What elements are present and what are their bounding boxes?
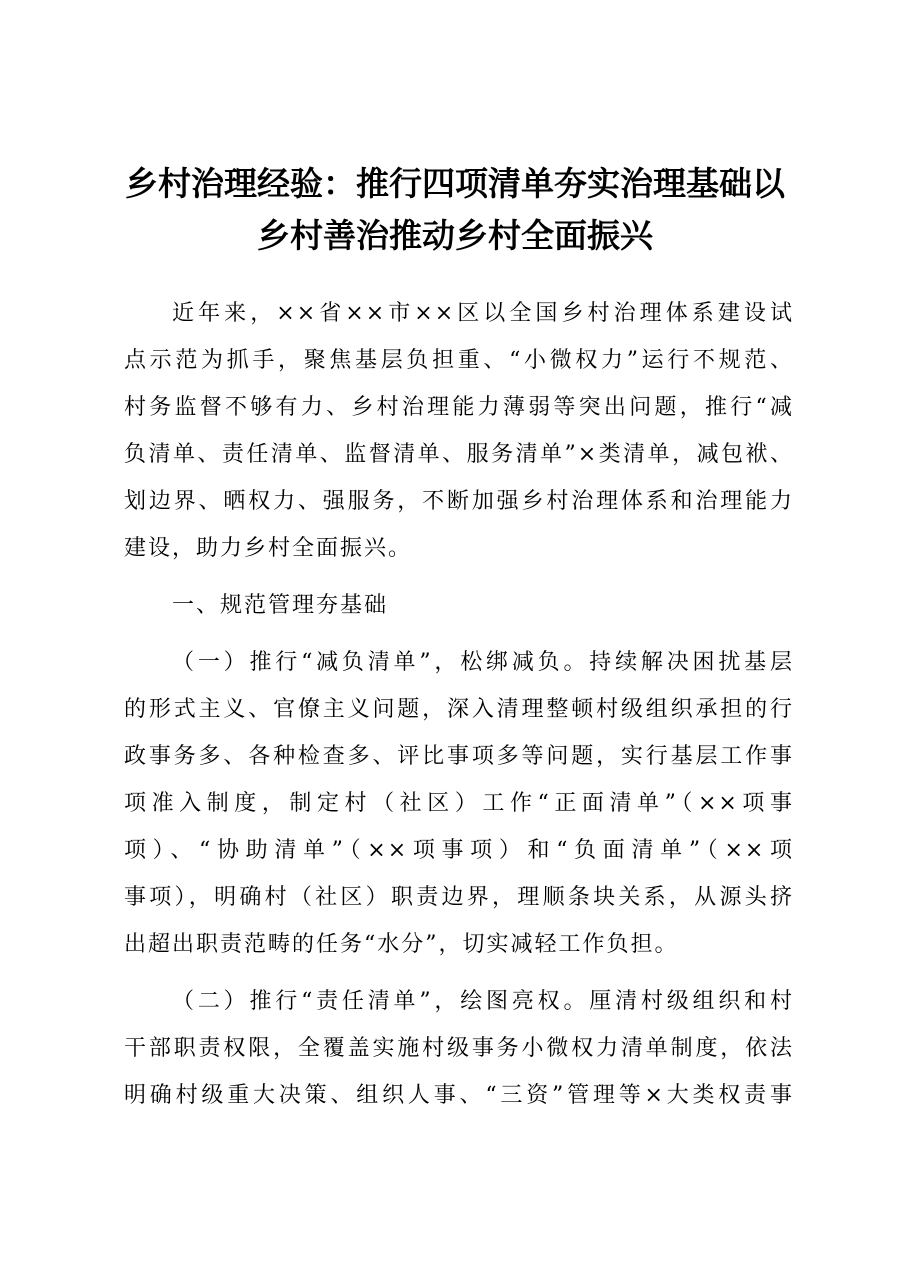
- text-line: 干部职责权限，全覆盖实施村级事务小微权力清单制度，依法: [124, 1036, 794, 1061]
- heading-line: 一、规范管理夯基础: [172, 593, 389, 618]
- text-line: 事项），明确村（社区）职责边界，理顺条块关系，从源头挤: [124, 885, 794, 910]
- text-line: 划边界、晒权力、强服务，不断加强乡村治理体系和治理能力: [124, 489, 794, 514]
- document-title: [110, 158, 800, 262]
- text-line: 村务监督不够有力、乡村治理能力薄弱等突出问题，推行“减: [124, 395, 794, 420]
- paragraph-section-1-2: [124, 978, 794, 1119]
- text-line: 政事务多、各种检查多、评比事项多等问题，实行基层工作事: [124, 744, 794, 769]
- text-line: 负清单、责任清单、监督清单、服务清单”×类清单，减包袱、: [124, 442, 794, 467]
- text-line: 出超出职责范畴的任务“水分”，切实减轻工作负担。: [124, 932, 679, 957]
- text-line: 项准入制度，制定村（社区）工作“正面清单”（××项事: [124, 791, 794, 816]
- text-line: 明确村级重大决策、组织人事、“三资”管理等×大类权责事: [124, 1083, 794, 1108]
- paragraph-section-1-1: [124, 639, 794, 968]
- text-line: （二）推行“责任清单”，绘图亮权。厘清村级组织和村: [172, 989, 794, 1014]
- title-line: 乡村善治推动乡村全面振兴: [257, 216, 653, 255]
- paragraph-intro: [124, 290, 794, 572]
- text-line: 的形式主义、官僚主义问题，深入清理整顿村级组织承担的行: [124, 697, 794, 722]
- text-line: （一）推行“减负清单”，松绑减负。持续解决困扰基层: [172, 650, 794, 675]
- text-line: 建设，助力乡村全面振兴。: [124, 536, 413, 561]
- text-line: 点示范为抓手，聚焦基层负担重、“小微权力”运行不规范、: [124, 348, 794, 373]
- section-heading: [124, 582, 794, 629]
- text-line: 近年来，××省××市××区以全国乡村治理体系建设试: [172, 301, 794, 326]
- document-body: [124, 290, 794, 1119]
- title-line: 乡村治理经验：推行四项清单夯实治理基础以: [125, 164, 785, 203]
- text-line: 项）、“协助清单”（××项事项）和“负面清单”（××项: [124, 838, 794, 863]
